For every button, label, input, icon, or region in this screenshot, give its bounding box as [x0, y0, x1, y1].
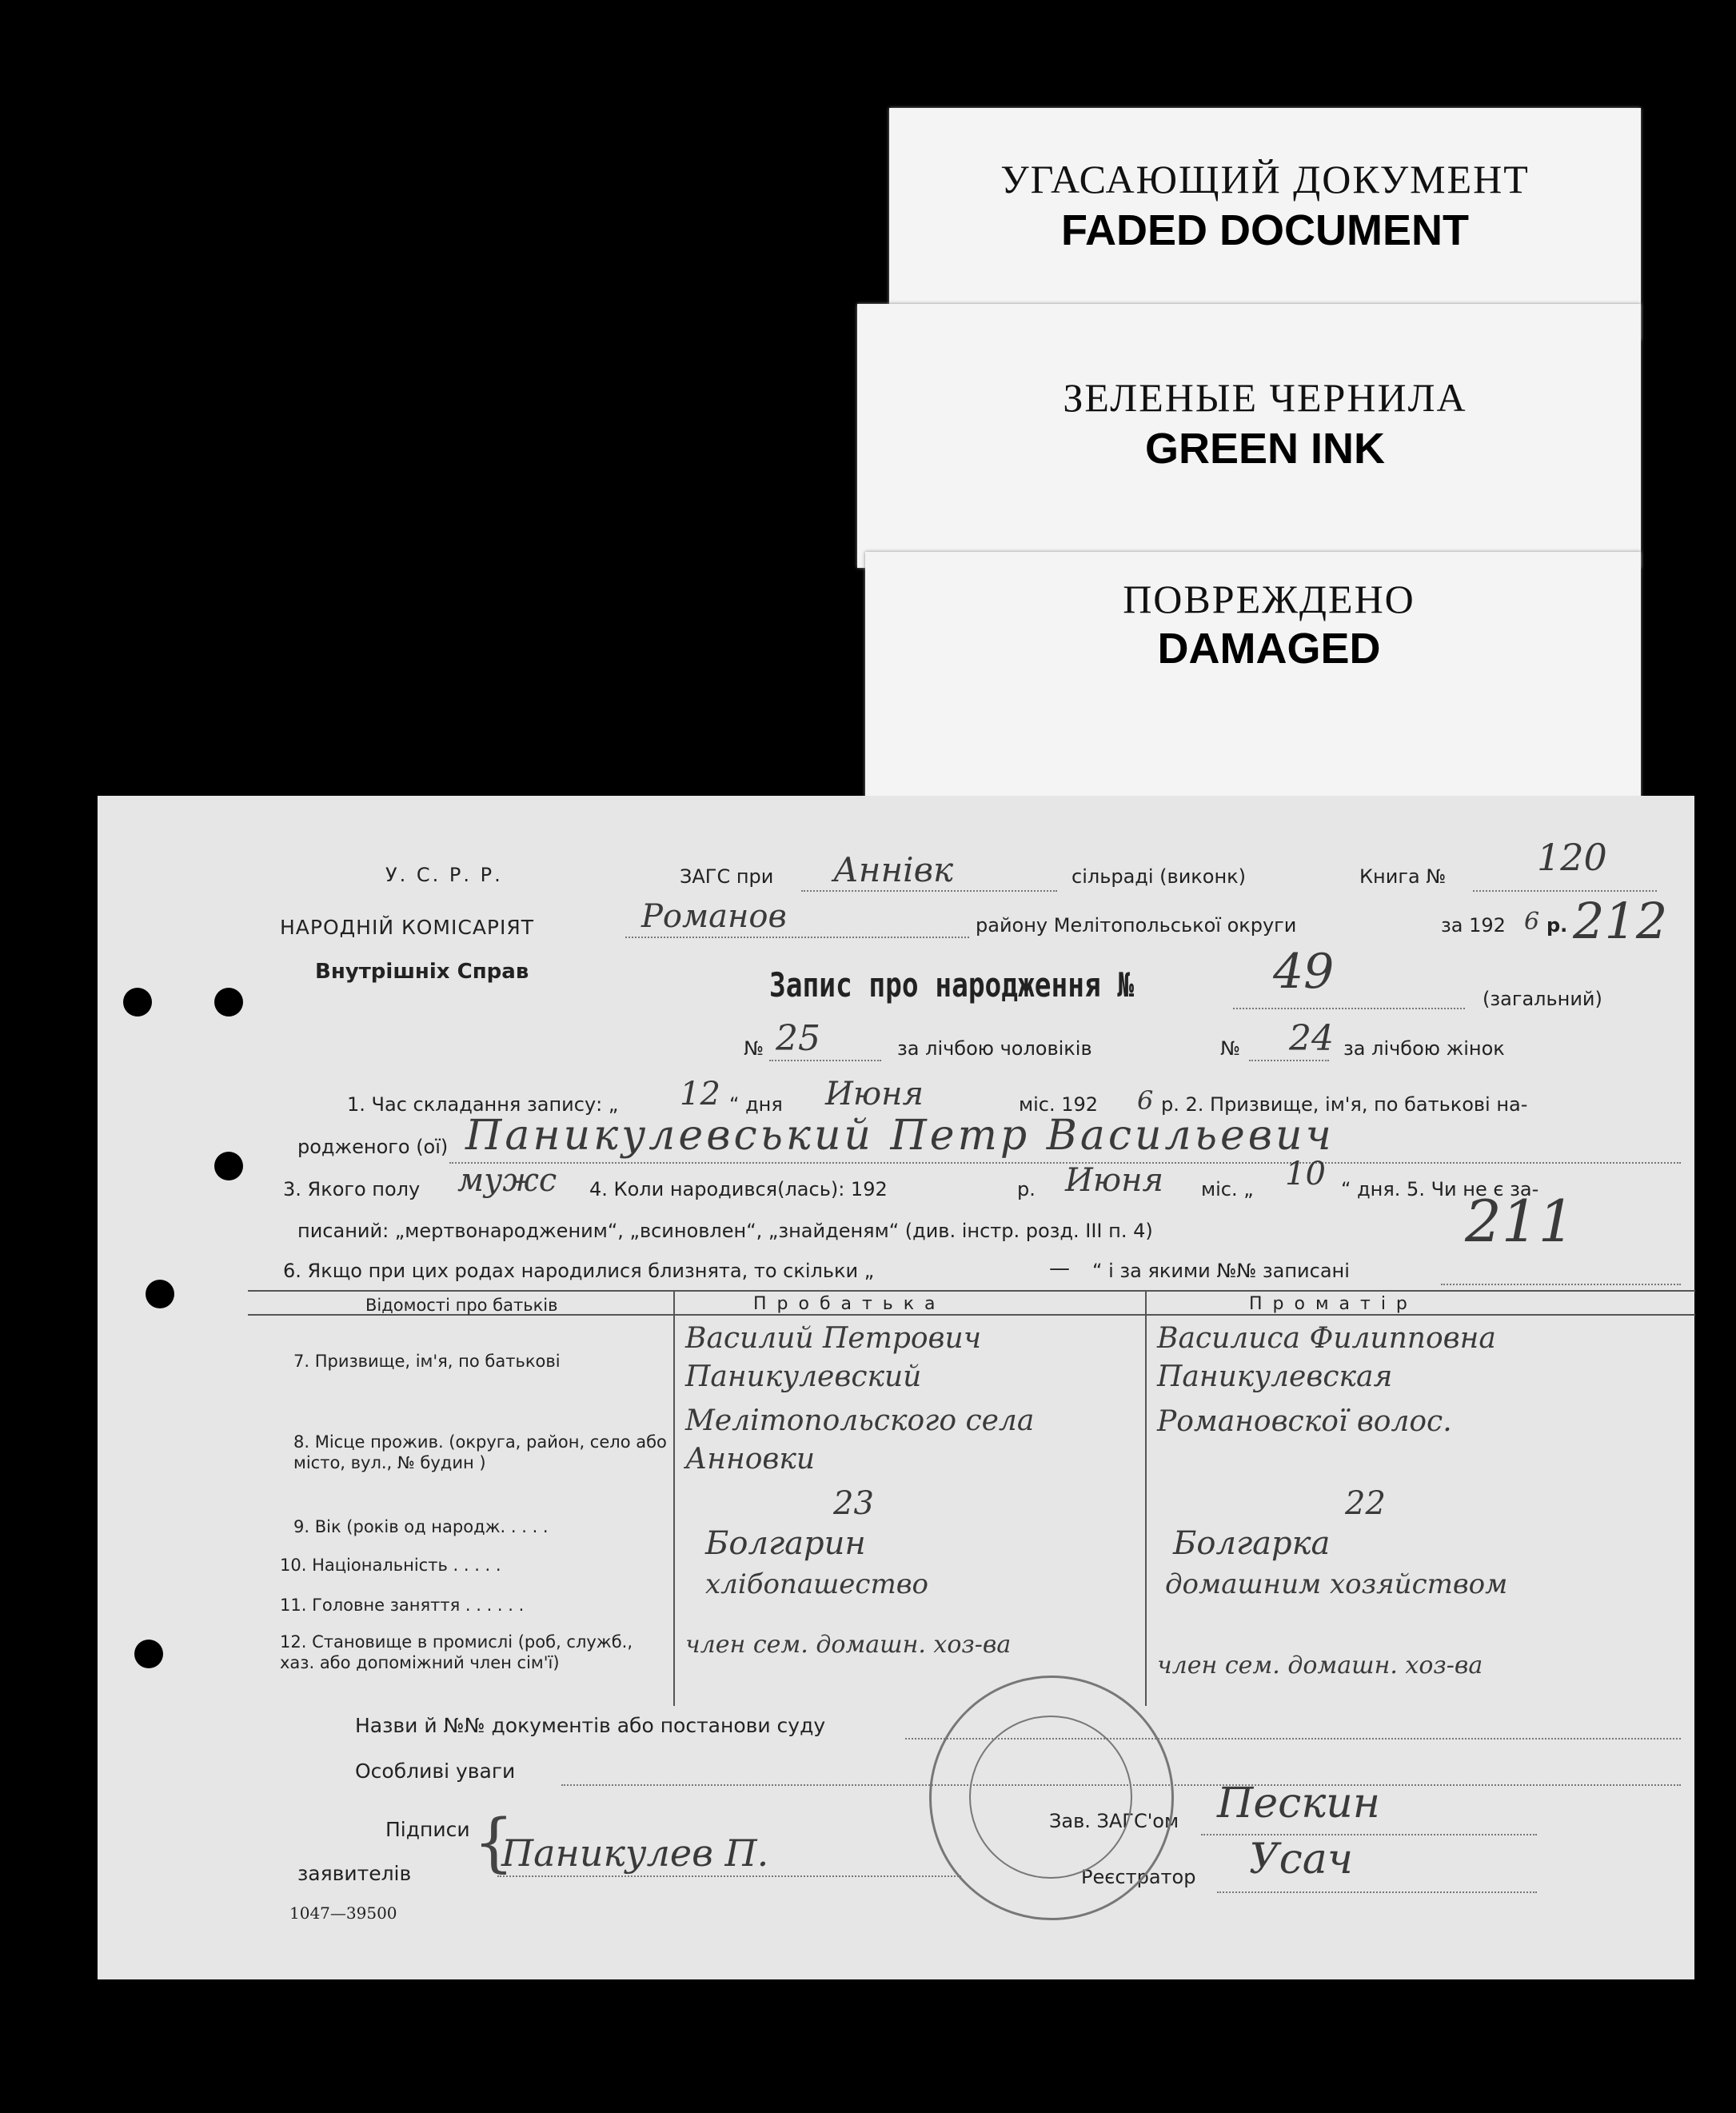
child-name: Паникулевський Петр Васильевич [465, 1112, 1335, 1160]
line3-c: р. [1017, 1178, 1036, 1200]
child-sex: мужс [457, 1162, 557, 1199]
mother-name: Василиса Филипповна Паникулевская [1157, 1322, 1496, 1393]
col-mother: П р о м а т і р [1249, 1294, 1410, 1314]
line1-a: 1. Час складання запису: „ [347, 1093, 619, 1116]
father-residence: Мелітопольского села Анновки [685, 1404, 1035, 1476]
card-label-ru: ЗЕЛЕНЫЕ ЧЕРНИЛА [1063, 375, 1467, 420]
zags-prefix: ЗАГС при [680, 865, 774, 888]
record-title: Запис про народження № [769, 965, 1135, 1005]
father-nationality: Болгарин [705, 1525, 866, 1562]
zags-village: Аннівк [833, 850, 954, 889]
row-label: 11. Головне заняття . . . . . . [280, 1596, 525, 1615]
head-signature: Пескин [1217, 1779, 1381, 1827]
declarants-label: заявителів [297, 1862, 412, 1885]
year-label: за 192 [1441, 914, 1506, 937]
col-father: П р о б а т ь к а [753, 1294, 938, 1314]
women-prefix: № [1220, 1037, 1240, 1060]
record-year-digit: 6 [1137, 1085, 1154, 1116]
signatures-label: Підписи [385, 1818, 470, 1841]
round-stamp-inner [969, 1716, 1132, 1879]
card-label-en: GREEN INK [1144, 425, 1386, 473]
line3-a: 3. Якого полу [283, 1178, 421, 1200]
line5-b: “ і за якими №№ записані [1092, 1260, 1350, 1282]
line2-a: родженого (ої) [297, 1136, 449, 1158]
punch-hole [146, 1280, 174, 1308]
row-label: 10. Національність . . . . . [280, 1556, 501, 1575]
women-label: за лічбою жінок [1343, 1037, 1505, 1060]
record-month: Июня [825, 1076, 924, 1112]
men-label: за лічбою чоловіків [897, 1037, 1092, 1060]
card-label-ru: ПОВРЕЖДЕНО [1123, 577, 1415, 621]
form-number: 1047—39500 [289, 1903, 397, 1923]
brace-glyph: { [473, 1805, 514, 1879]
mother-nationality: Болгарка [1173, 1525, 1331, 1562]
general-label: (загальний) [1483, 988, 1602, 1010]
col-parents: Відомості про батьків [365, 1296, 558, 1315]
internal-affairs-label: Внутрішніх Справ [315, 960, 529, 984]
line4: писаний: „мертвонародженим“, „всиновлен“, „знайденям“ (див. інстр. розд. III п. 4) [297, 1220, 1153, 1242]
green-ink-card [857, 304, 1641, 568]
commissariat-label: НАРОДНІЙ КОМІСАРІЯТ [280, 916, 535, 939]
row-label: 12. Становище в промислі (роб, служб., хаз. або допоміжний член сім'ї) [280, 1632, 633, 1672]
women-count-number: 24 [1289, 1018, 1334, 1059]
card-label-en: DAMAGED [1157, 625, 1381, 673]
card-label-ru: УГАСАЮЩИЙ ДОКУМЕНТ [1000, 157, 1530, 202]
year-digit: 6 [1524, 908, 1540, 936]
mother-occupation: домашним хозяйством [1165, 1568, 1508, 1600]
selradi-label: сільраді (виконк) [1072, 865, 1247, 888]
notes-label: Особливі уваги [355, 1760, 516, 1783]
birth-record-form [98, 796, 1694, 1979]
father-age: 23 [833, 1485, 874, 1522]
line3-e: “ дня. 5. Чи не є за- [1341, 1178, 1539, 1200]
card-label-en: FADED DOCUMENT [1061, 206, 1469, 254]
declarant-signature: Паникулев П. [501, 1831, 769, 1875]
mother-residence: Романовскої волос. [1157, 1405, 1452, 1438]
father-name: Василий Петрович Паникулевский [685, 1322, 982, 1393]
birth-month: Июня [1065, 1162, 1163, 1199]
rayon-label: району Мелітопольської округи [976, 914, 1297, 937]
registrar-signature: Усач [1249, 1835, 1354, 1883]
father-occupation: хлібопашество [705, 1568, 928, 1600]
record-number: 49 [1273, 944, 1335, 1000]
birth-day: 10 [1285, 1156, 1326, 1192]
row-label: 9. Вік (років од народж. . . . . [293, 1517, 549, 1536]
documents-label: Назви й №№ документів або постанови суду [355, 1714, 826, 1737]
corner-number: 212 [1573, 892, 1668, 950]
row-label: 8. Місце прожив. (округа, район, село або місто, вул., № будин ) [293, 1432, 667, 1472]
punch-hole [134, 1640, 163, 1668]
line3-b: 4. Коли народився(лась): 192 [589, 1178, 888, 1200]
punch-hole [123, 988, 152, 1017]
mother-status: член сем. домашн. хоз-ва [1157, 1652, 1483, 1680]
year-suffix: р. [1546, 914, 1568, 937]
twins-count: — [1049, 1256, 1070, 1280]
line1-b: “ дня [729, 1093, 783, 1116]
line5-a: 6. Якщо при цих родах народилися близнята, то скільки „ [283, 1260, 875, 1282]
mother-age: 22 [1345, 1485, 1386, 1522]
book-number: 120 [1537, 836, 1607, 879]
line1-c: міс. 192 [1019, 1093, 1099, 1116]
entry-mark: 211 [1465, 1188, 1575, 1255]
registrar-label: Реєстратор [1081, 1866, 1196, 1888]
book-label: Книга № [1359, 865, 1447, 888]
line3-d: міс. „ [1201, 1178, 1254, 1200]
punch-hole [214, 1152, 243, 1180]
damaged-card [865, 552, 1641, 808]
father-status: член сем. домашн. хоз-ва [685, 1631, 1012, 1659]
head-label: Зав. ЗАГС'ом [1049, 1810, 1179, 1832]
men-count-number: 25 [776, 1018, 820, 1059]
rayon-name: Романов [641, 898, 787, 935]
record-day: 12 [680, 1076, 720, 1112]
usrr-label: У. С. Р. Р. [385, 864, 503, 886]
line1-d: р. 2. Призвище, ім'я, по батькові на- [1161, 1093, 1528, 1116]
row-label: 7. Призвище, ім'я, по батькові [293, 1352, 561, 1371]
punch-hole [214, 988, 243, 1017]
men-prefix: № [744, 1037, 764, 1060]
